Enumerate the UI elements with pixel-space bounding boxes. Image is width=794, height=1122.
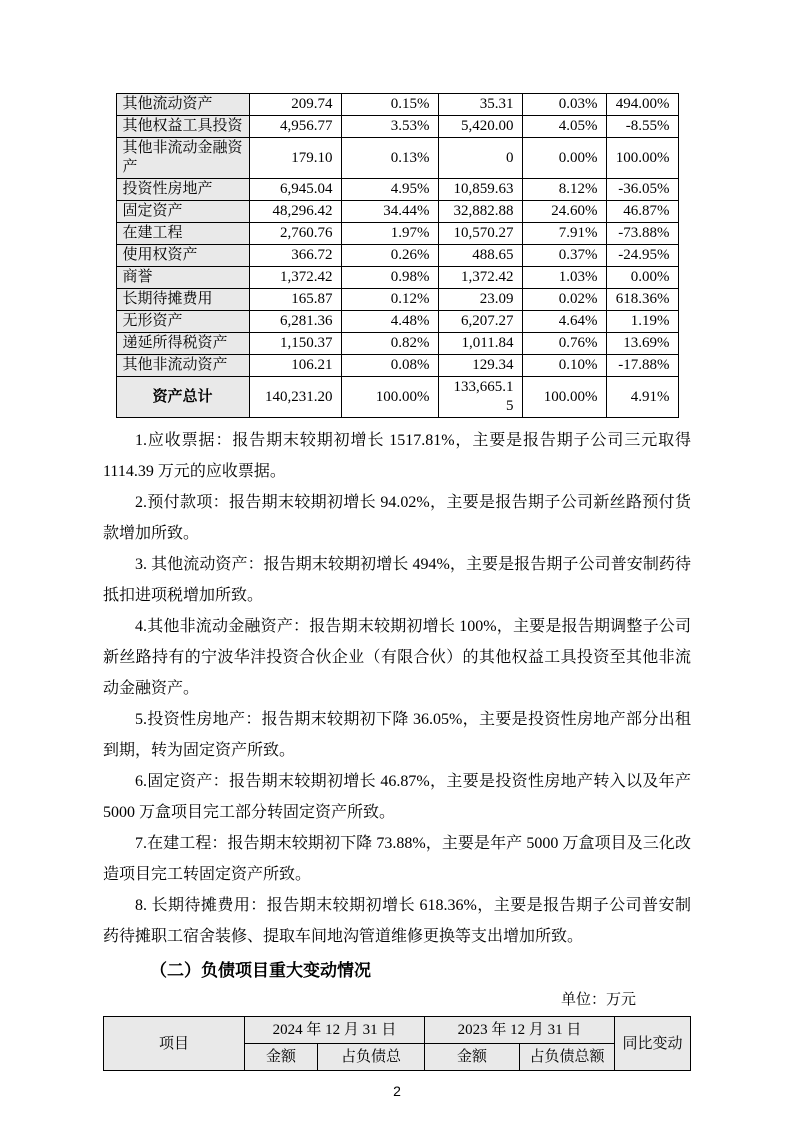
amount-2023-cell: 35.31 <box>438 94 522 116</box>
ratio-2024-cell: 1.97% <box>341 223 438 245</box>
total-label-cell: 资产总计 <box>116 377 249 418</box>
note-paragraph-5: 5.投资性房地产：报告期末较期初下降 36.05%，主要是投资性房地产部分出租到期，转为固定资产所致。 <box>103 711 691 759</box>
ratio-2023-cell: 100.00% <box>522 377 606 418</box>
total-row <box>116 377 678 418</box>
note-paragraph-1: 1.应收票据：报告期末较期初增长 1517.81%，主要是报告期子公司三元取得 1114.39 万元的应收票据。 <box>103 432 691 480</box>
period-2023-header-cell: 2023 年 12 月 31 日 <box>425 1017 615 1044</box>
ratio-2023-cell: 24.60% <box>522 201 606 223</box>
item-cell: 无形资产 <box>116 311 249 333</box>
yoy-cell: -73.88% <box>606 223 678 245</box>
yoy-cell: 1.19% <box>606 311 678 333</box>
ratio-2024-cell: 3.53% <box>341 116 438 138</box>
table-row <box>116 223 678 245</box>
yoy-cell: -17.88% <box>606 355 678 377</box>
amount-2024-cell: 140,231.20 <box>249 377 341 418</box>
ratio-2023-cell: 0.37% <box>522 245 606 267</box>
note-paragraph-6: 6.固定资产：报告期末较期初增长 46.87%，主要是投资性房地产转入以及年产 5000 万盒项目完工部分转固定资产所致。 <box>103 773 691 821</box>
amount-2024-cell: 165.87 <box>249 289 341 311</box>
item-cell: 投资性房地产 <box>116 179 249 201</box>
ratio-2023-cell: 8.12% <box>522 179 606 201</box>
yoy-header-cell: 同比变动 <box>615 1017 691 1071</box>
ratio-2024-cell: 0.08% <box>341 355 438 377</box>
note-paragraph-8: 8. 长期待摊费用：报告期末较期初增长 618.36%，主要是报告期子公司普安制药待摊职工宿舍装修、提取车间地沟管道维修更换等支出增加所致。 <box>103 897 691 945</box>
amount-2023-subheader-cell: 金额 <box>425 1044 520 1071</box>
amount-2024-cell: 366.72 <box>249 245 341 267</box>
note-paragraph-4: 4.其他非流动金融资产：报告期末较期初增长 100%，主要是报告期调整子公司新丝路持有的宁波华沣投资合伙企业（有限合伙）的其他权益工具投资至其他非流动金融资产。 <box>103 618 691 697</box>
yoy-cell: -24.95% <box>606 245 678 267</box>
item-cell: 固定资产 <box>116 201 249 223</box>
item-cell: 其他非流动金融资产 <box>116 138 249 179</box>
ratio-2024-cell: 0.82% <box>341 333 438 355</box>
table-row <box>116 355 678 377</box>
amount-2023-cell: 133,665.15 <box>438 377 522 418</box>
yoy-cell: 618.36% <box>606 289 678 311</box>
amount-2023-cell: 23.09 <box>438 289 522 311</box>
amount-2023-cell: 5,420.00 <box>438 116 522 138</box>
item-cell: 其他非流动资产 <box>116 355 249 377</box>
amount-2024-subheader-cell: 金额 <box>245 1044 318 1071</box>
amount-2024-cell: 2,760.76 <box>249 223 341 245</box>
amount-2024-cell: 6,281.36 <box>249 311 341 333</box>
ratio-2024-cell: 34.44% <box>341 201 438 223</box>
amount-2024-cell: 209.74 <box>249 94 341 116</box>
yoy-cell: -8.55% <box>606 116 678 138</box>
item-cell: 递延所得税资产 <box>116 333 249 355</box>
liability-change-table <box>103 1016 691 1071</box>
item-header-cell: 项目 <box>104 1017 245 1071</box>
amount-2024-cell: 6,945.04 <box>249 179 341 201</box>
amount-2023-cell: 10,570.27 <box>438 223 522 245</box>
ratio-2024-cell: 4.95% <box>341 179 438 201</box>
note-paragraph-7: 7.在建工程：报告期末较期初下降 73.88%，主要是年产 5000 万盒项目及三化改造项目完工转固定资产所致。 <box>103 835 691 883</box>
amount-2023-cell: 32,882.88 <box>438 201 522 223</box>
ratio-2023-cell: 4.05% <box>522 116 606 138</box>
table-row <box>116 201 678 223</box>
yoy-cell: 494.00% <box>606 94 678 116</box>
section-heading: （二）负债项目重大变动情况 <box>150 961 371 980</box>
yoy-cell: 13.69% <box>606 333 678 355</box>
unit-label: 单位：万元 <box>560 992 636 1008</box>
ratio-2024-cell: 4.48% <box>341 311 438 333</box>
asset-change-table <box>116 93 679 418</box>
ratio-2023-cell: 1.03% <box>522 267 606 289</box>
table-row <box>116 116 678 138</box>
ratio-2023-cell: 0.03% <box>522 94 606 116</box>
yoy-cell: 46.87% <box>606 201 678 223</box>
table-row <box>116 333 678 355</box>
item-cell: 商誉 <box>116 267 249 289</box>
amount-2024-cell: 106.21 <box>249 355 341 377</box>
amount-2023-cell: 10,859.63 <box>438 179 522 201</box>
period-2024-header-cell: 2024 年 12 月 31 日 <box>245 1017 425 1044</box>
ratio-2024-cell: 0.15% <box>341 94 438 116</box>
amount-2023-cell: 488.65 <box>438 245 522 267</box>
amount-2024-cell: 179.10 <box>249 138 341 179</box>
table-row <box>116 267 678 289</box>
yoy-cell: -36.05% <box>606 179 678 201</box>
ratio-2024-cell: 0.26% <box>341 245 438 267</box>
header-row <box>104 1017 691 1044</box>
ratio-2024-cell: 0.98% <box>341 267 438 289</box>
item-cell: 其他权益工具投资 <box>116 116 249 138</box>
amount-2023-cell: 1,011.84 <box>438 333 522 355</box>
item-cell: 其他流动资产 <box>116 94 249 116</box>
amount-2023-cell: 6,207.27 <box>438 311 522 333</box>
table-row <box>116 289 678 311</box>
ratio-2023-cell: 0.76% <box>522 333 606 355</box>
amount-2024-cell: 1,150.37 <box>249 333 341 355</box>
page-number: 2 <box>393 1083 401 1099</box>
note-paragraph-3: 3. 其他流动资产：报告期末较期初增长 494%，主要是报告期子公司普安制药待抵扣进项税增加所致。 <box>103 556 691 604</box>
yoy-cell: 0.00% <box>606 267 678 289</box>
table-row <box>116 179 678 201</box>
ratio-2023-cell: 0.02% <box>522 289 606 311</box>
amount-2024-cell: 4,956.77 <box>249 116 341 138</box>
table-row <box>116 245 678 267</box>
notes-section <box>103 425 691 952</box>
amount-2023-cell: 0 <box>438 138 522 179</box>
ratio-2023-cell: 0.10% <box>522 355 606 377</box>
ratio-2024-cell: 0.13% <box>341 138 438 179</box>
item-cell: 在建工程 <box>116 223 249 245</box>
amount-2023-cell: 1,372.42 <box>438 267 522 289</box>
table-row <box>116 94 678 116</box>
ratio-2024-cell: 0.12% <box>341 289 438 311</box>
amount-2024-cell: 1,372.42 <box>249 267 341 289</box>
yoy-cell: 100.00% <box>606 138 678 179</box>
ratio-2024-cell: 100.00% <box>341 377 438 418</box>
table-row <box>116 138 678 179</box>
ratio-2024-subheader-cell: 占负债总 <box>318 1044 425 1071</box>
note-paragraph-2: 2.预付款项：报告期末较期初增长 94.02%，主要是报告期子公司新丝路预付货款增加所致。 <box>103 494 691 542</box>
yoy-cell: 4.91% <box>606 377 678 418</box>
amount-2024-cell: 48,296.42 <box>249 201 341 223</box>
item-cell: 长期待摊费用 <box>116 289 249 311</box>
ratio-2023-cell: 7.91% <box>522 223 606 245</box>
amount-2023-cell: 129.34 <box>438 355 522 377</box>
ratio-2023-cell: 0.00% <box>522 138 606 179</box>
ratio-2023-subheader-cell: 占负债总额 <box>520 1044 615 1071</box>
ratio-2023-cell: 4.64% <box>522 311 606 333</box>
item-cell: 使用权资产 <box>116 245 249 267</box>
table-row <box>116 311 678 333</box>
